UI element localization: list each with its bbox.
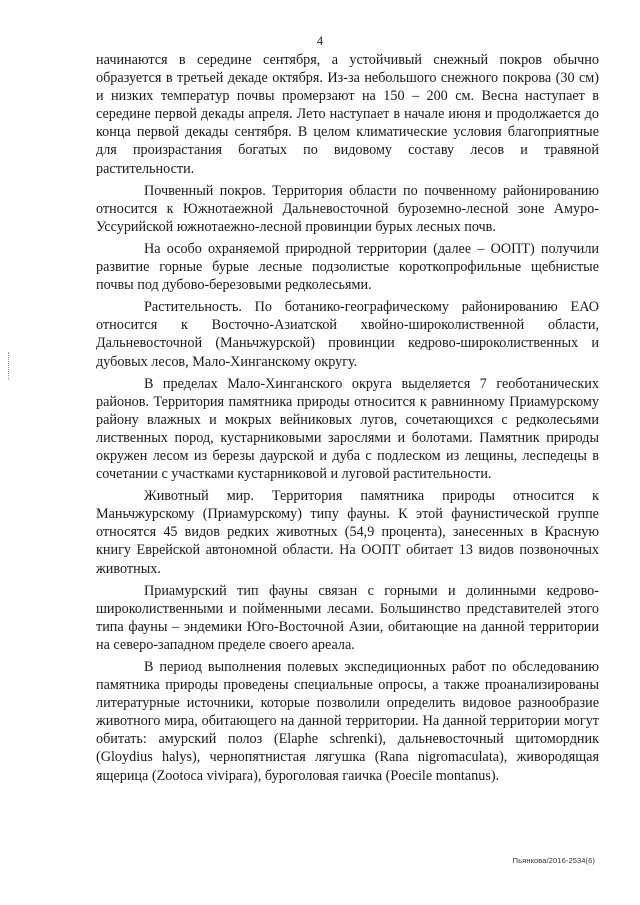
- paragraph-field-survey: В период выполнения полевых экспедиционных работ по обследованию памятника природы проведены специальные опросы, а также проанализированы литературные источники, которые позволили определить видовое разнообразие животного мира, обитающего на данной территории. На данной территории могут обитать: амурский полоз (Elaphe schrenki), дальневосточный щитомордник (Gloydius halys), чернопятнистая лягушка (Rana nigromaculata), живородящая ящерица (Zootoca vivipara), буроголовая гаичка (Poecile montanus).: [96, 659, 599, 784]
- document-body: [96, 51, 599, 785]
- page-number: 4: [316, 34, 324, 48]
- document-footer-code: Пьянкова/2016-2534(6): [512, 856, 595, 865]
- paragraph-soil-cover: Почвенный покров. Территория области по почвенному районированию относится к Южнотаежной Дальневосточной буроземно-лесной зоне Амуро-Уссурийской южнотаежно-лесной провинции бурых лесных почв.: [96, 182, 599, 235]
- paragraph-oopt-soils: На особо охраняемой природной территории (далее – ООПТ) получили развитие горные бурые лесные подзолистые короткопрофильные щебнистые почвы под дубово-березовыми редколесьями.: [96, 240, 599, 294]
- scan-margin-mark: [8, 352, 10, 380]
- paragraph-climate: начинаются в середине сентября, а устойчивый снежный покров обычно образуется в третьей декаде октября. Из-за небольшого снежного покрова (30 см) и низких температур почвы промерзают на 150 – 200 см. Весна наступает в середине первой декады апреля. Лето наступает в начале июня и продолжается до конца первой декады сентября. В целом климатические условия благоприятные для произрастания богатых по видовому составу лесов и травяной растительности.: [96, 52, 599, 177]
- paragraph-vegetation: Растительность. По ботанико-географическому районированию ЕАО относится к Восточно-Азиатской хвойно-широколиственной области, Дальневосточной (Маньчжурской) провинции кедрово-широколиственных и дубовых лесов, Мало-Хинганскому округу.: [96, 299, 599, 370]
- paragraph-fauna: Животный мир. Территория памятника природы относится к Маньчжурскому (Приамурскому) типу фауны. К этой фаунистической группе относятся 45 видов редких животных (54,9 процента), занесенных в Красную книгу Еврейской автономной области. На ООПТ обитает 13 видов позвоночных животных.: [96, 488, 599, 577]
- paragraph-geobotanical-districts: В пределах Мало-Хинганского округа выделяется 7 геоботанических районов. Территория памятника природы относится к равнинному Приамурскому району влажных и мокрых вейниковых лугов, сочетающихся с редколесьями лиственных пород, кустарниковыми зарослями и болотами. Памятник природы окружен лесом из березы даурской и дуба с подлеском из лещины, леспедецы в сочетании с участками кустарниковой и луговой растительности.: [96, 375, 599, 483]
- paragraph-amur-fauna-type: Приамурский тип фауны связан с горными и долинными кедрово-широколиственными и пойменными лесами. Большинство представителей этого типа фауны – эндемики Юго-Восточной Азии, обитающие на данной территории на северо-западном пределе своего ареала.: [96, 582, 599, 653]
